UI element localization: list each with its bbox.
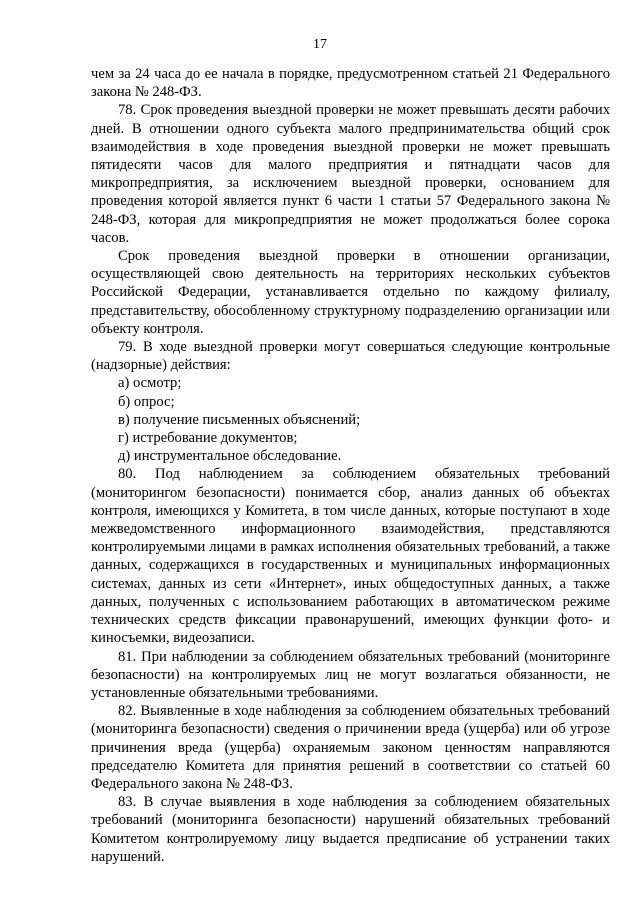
paragraph-continuation: чем за 24 часа до ее начала в порядке, предусмотренном статьей 21 Федерального закона № 248-ФЗ. <box>91 66 610 101</box>
document-body <box>91 65 610 866</box>
paragraph-81: 81. При наблюдении за соблюдением обязательных требований (мониторинге безопасности) на контролируемых лиц не могут возлагаться обязанности, не установленные обязательными требованиями. <box>91 648 610 701</box>
paragraph-80: 80. Под наблюдением за соблюдением обязательных требований (мониторингом безопасности) понимается сбор, анализ данных об объектах контроля, имеющихся у Комитета, в том числе данных, которые поступают в ходе межведомственного информационного взаимодействия, представляются контролируемыми лицами в рамках исполнения обязательных требований, а также данных, содержащихся в государственных и муниципальных информационных системах, данных из сети «Интернет», иных общедоступных данных, а также данных, полученных с использованием работающих в автоматическом режиме технических средств фиксации правонарушений, имеющих функции фото- и киносъемки, видеозаписи. <box>91 466 610 647</box>
paragraph-78-term: Срок проведения выездной проверки в отношении организации, осуществляющей свою деятельность на территориях нескольких субъектов Российской Федерации, устанавливается отдельно по каждому филиалу, представительству, обособленному структурному подразделению организации или объекту контроля. <box>91 248 610 337</box>
list-item-b: б) опрос; <box>118 393 175 410</box>
list-item-g: г) истребование документов; <box>118 430 298 447</box>
list-item-a: а) осмотр; <box>118 375 182 392</box>
paragraph-78: 78. Срок проведения выездной проверки не может превышать десяти рабочих дней. В отношении одного субъекта малого предпринимательства общий срок взаимодействия в ходе проведения выездной проверки не может превышать пятидесяти часов для малого предприятия и пятнадцати часов для микропредприятия, за исключением выездной проверки, основанием для проведения которой является пункт 6 части 1 статьи 57 Федерального закона № 248-ФЗ, которая для микропредприятия не может продолжаться более сорока часов. <box>91 102 610 246</box>
paragraph-83: 83. В случае выявления в ходе наблюдения за соблюдением обязательных требований (мониторинга безопасности) нарушений обязательных требований Комитетом контролируемому лицу выдается предписание об устранении таких нарушений. <box>91 794 610 865</box>
list-item-v: в) получение письменных объяснений; <box>118 411 361 428</box>
paragraph-79: 79. В ходе выездной проверки могут совершаться следующие контрольные (надзорные) действия: <box>91 339 610 374</box>
paragraph-82: 82. Выявленные в ходе наблюдения за соблюдением обязательных требований (мониторинга безопасности) сведения о причинении вреда (ущерба) или об угрозе причинения вреда (ущерба) охраняемым законом ценностям направляются председателю Комитета для принятия решений в соответствии со статьей 60 Федерального закона № 248-ФЗ. <box>91 703 610 792</box>
list-item-d: д) инструментальное обследование. <box>118 448 342 465</box>
page-number: 17 <box>313 37 327 52</box>
